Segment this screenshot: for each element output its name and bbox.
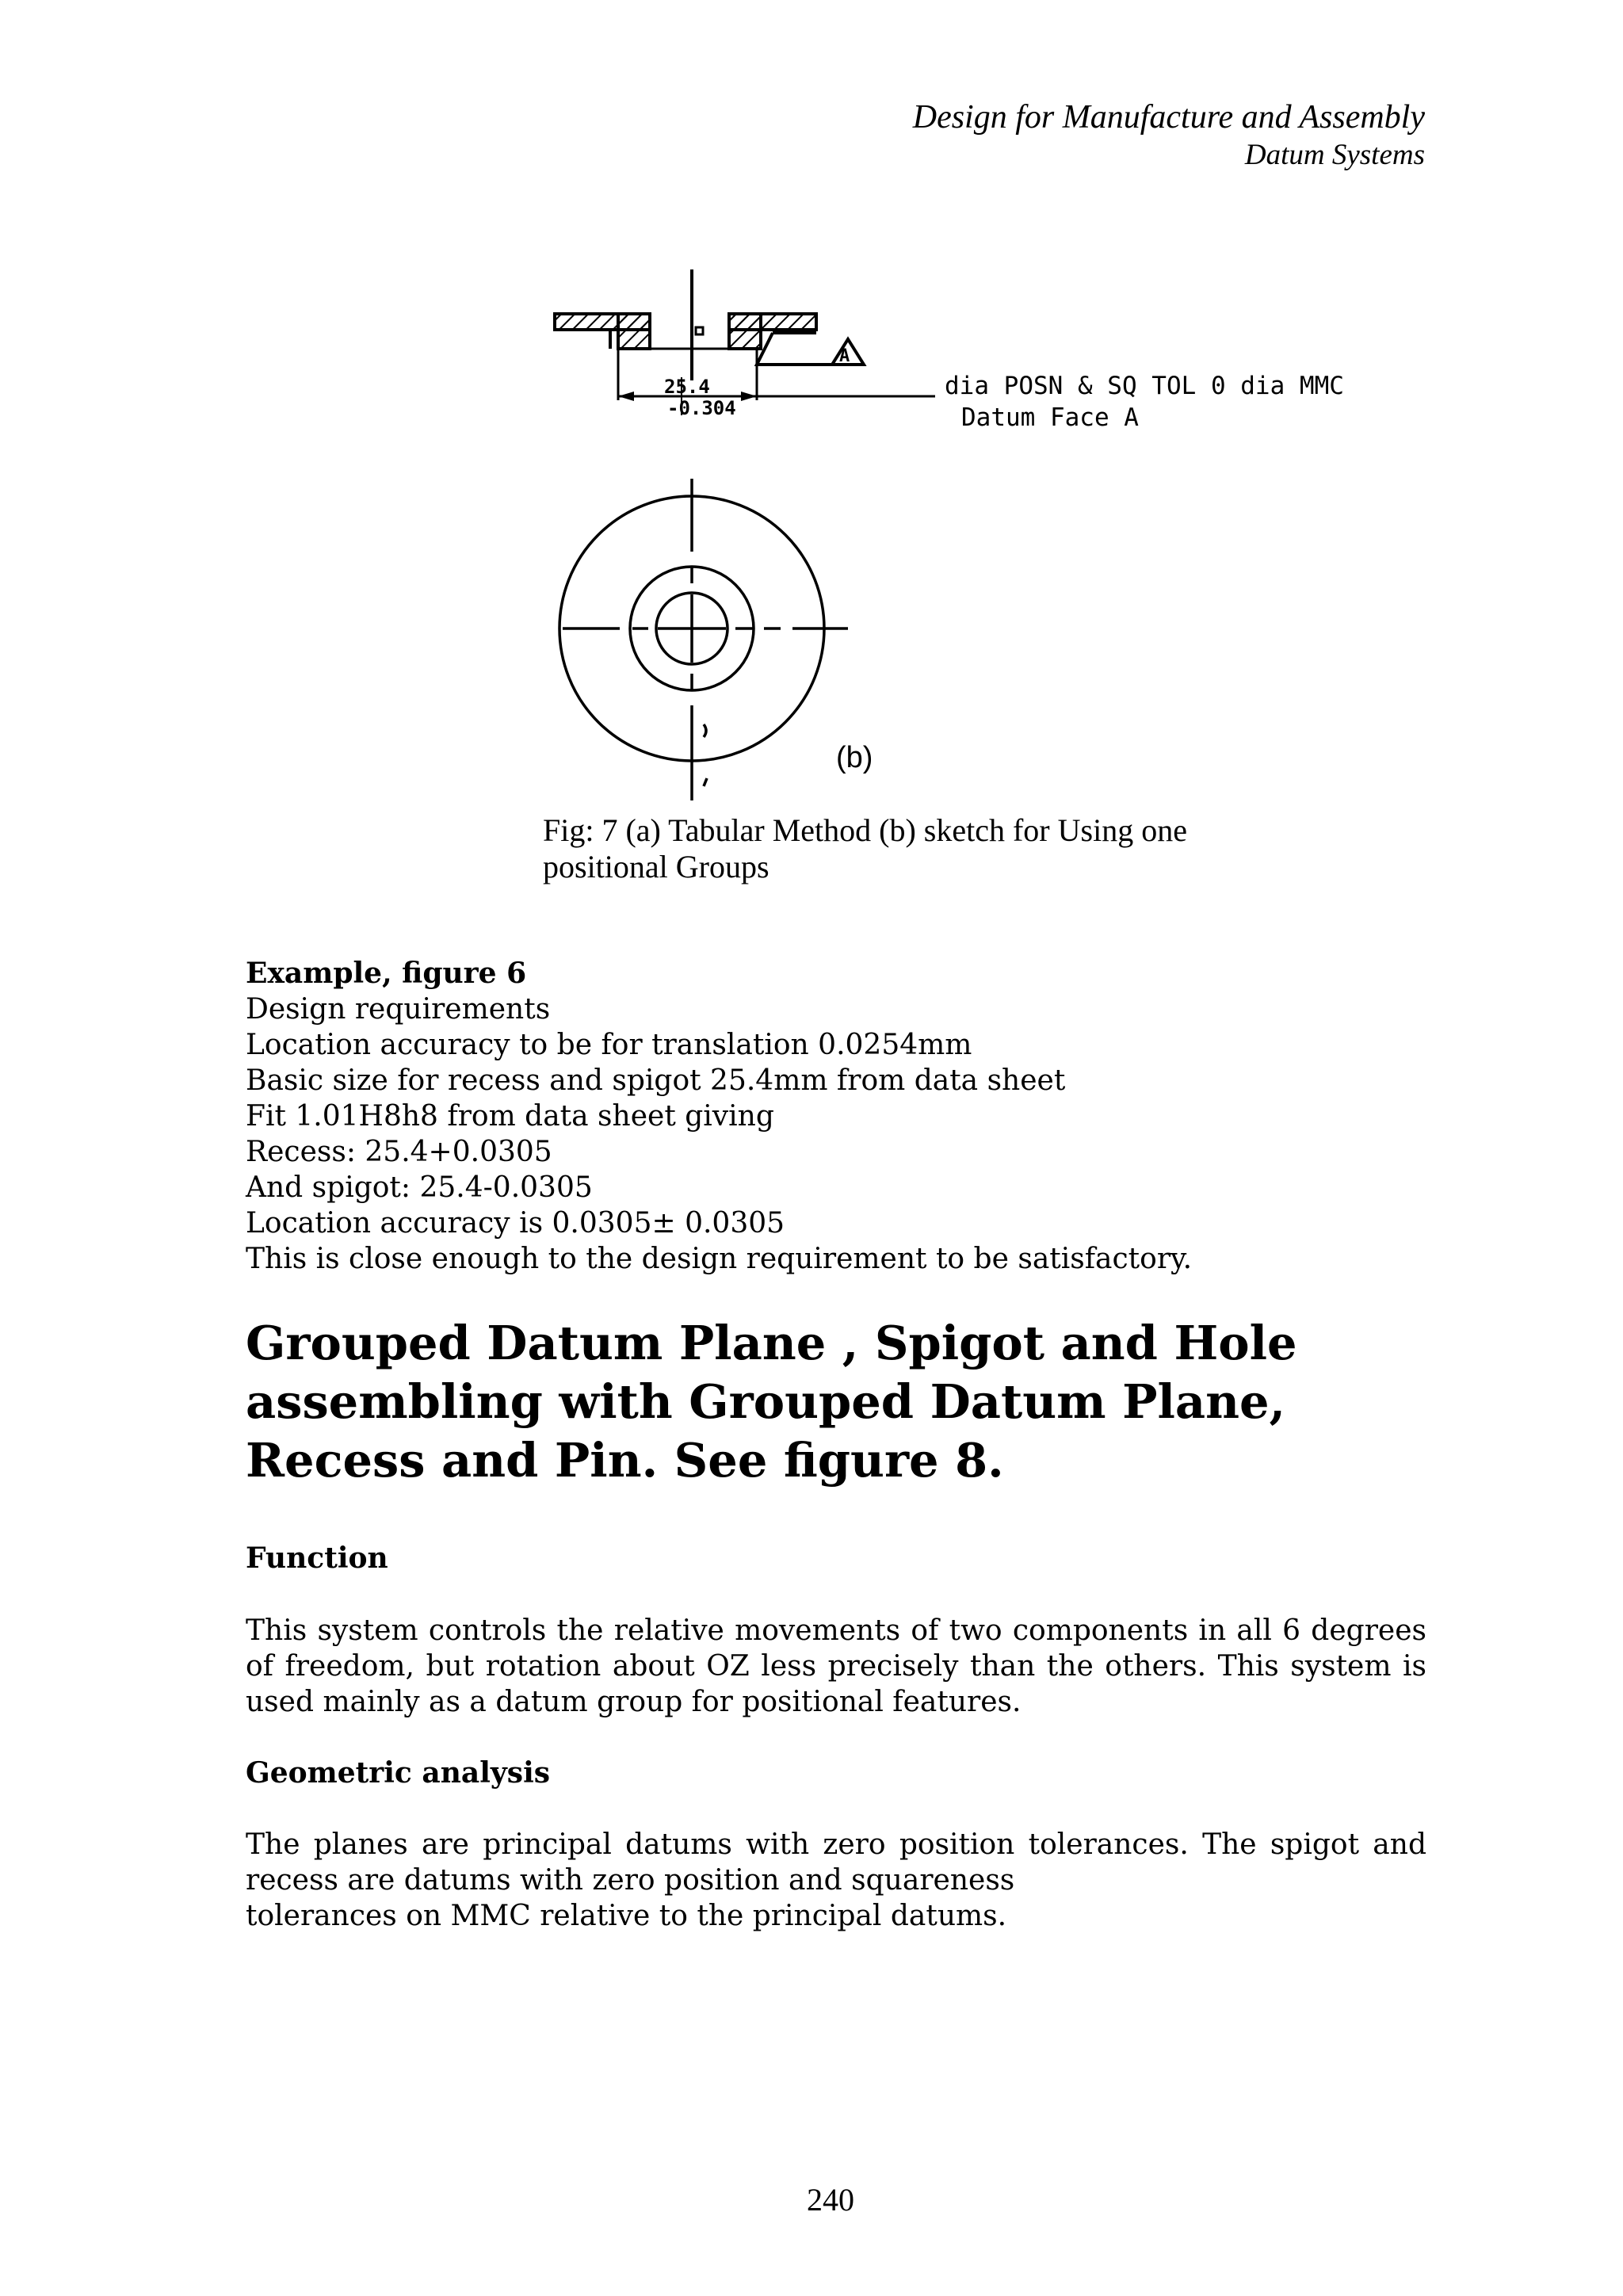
geometric-line: recess are datums with zero position and squareness — [246, 1864, 1015, 1897]
section-heading — [246, 1314, 1426, 1490]
example-line: Location accuracy to be for translation 0.0254mm — [246, 1029, 972, 1061]
caption-line: Fig: 7 (a) Tabular Method (b) sketch for Using one — [543, 812, 1187, 848]
example-line: Design requirements — [246, 993, 551, 1026]
heading-line: assembling with Grouped Datum Plane, — [246, 1374, 1286, 1429]
technical-drawing — [0, 0, 1623, 872]
running-header-title: Design for Manufacture and Assembly — [912, 99, 1425, 136]
geometric-analysis-paragraph — [246, 1827, 1426, 1934]
example-line: Recess: 25.4+0.0305 — [246, 1136, 552, 1168]
sketch-label: (b) — [836, 741, 873, 774]
dimension-nominal: 25.4 — [664, 376, 710, 398]
annotation-line1: dia POSN & SQ TOL 0 dia MMC — [945, 372, 1344, 400]
function-title: Function — [246, 1541, 388, 1575]
example-line: And spigot: 25.4-0.0305 — [246, 1171, 593, 1204]
example-line: Location accuracy is 0.0305± 0.0305 — [246, 1207, 785, 1240]
geometric-line: tolerances on MMC relative to the principal datums. — [246, 1900, 1007, 1932]
annotation-line2: Datum Face A — [961, 403, 1139, 432]
caption-line: positional Groups — [543, 849, 769, 884]
page-number: 240 — [807, 2182, 854, 2218]
heading-line: Recess and Pin. See figure 8. — [246, 1433, 1004, 1488]
datum-symbol: A — [839, 346, 850, 366]
section-view — [555, 269, 935, 415]
example-line: Basic size for recess and spigot 25.4mm from data sheet — [246, 1064, 1066, 1097]
example-title: Example, figure 6 — [246, 957, 527, 990]
geometric-analysis-title: Geometric analysis — [246, 1756, 551, 1790]
figure-caption — [543, 812, 1187, 885]
function-paragraph: This system controls the relative movements of two components in all 6 degrees of freedom, but rotation about OZ less precisely than the others. This system is used mainly as a datum group for positional features. — [246, 1614, 1426, 1718]
running-header-subtitle: Datum Systems — [1244, 139, 1425, 171]
plan-sketch — [559, 479, 848, 800]
example-block — [246, 956, 1426, 1277]
example-line: This is close enough to the design requirement to be satisfactory. — [246, 1243, 1193, 1275]
example-line: Fit 1.01H8h8 from data sheet giving — [246, 1100, 774, 1133]
geometric-line: The planes are principal datums with zero position tolerances. The spigot and — [246, 1828, 1426, 1861]
heading-line: Grouped Datum Plane , Spigot and Hole — [246, 1316, 1297, 1370]
dimension-tolerance: -0.304 — [667, 397, 736, 419]
